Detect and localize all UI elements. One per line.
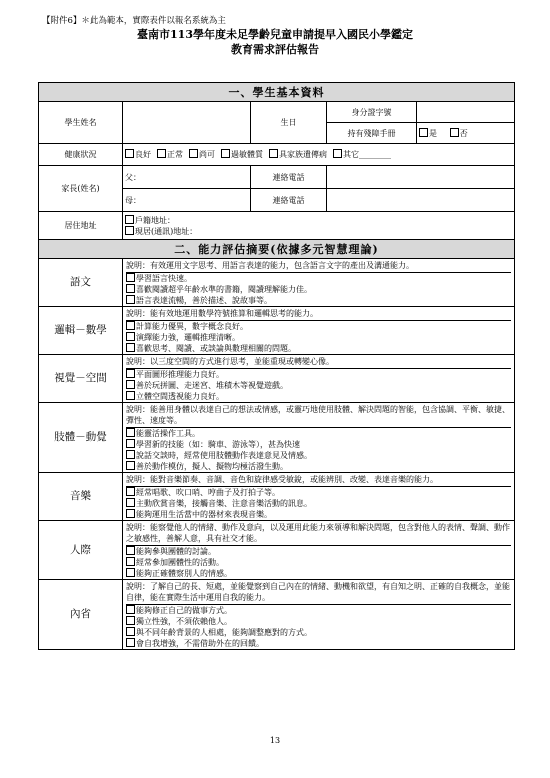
domain-row [39,580,515,650]
domain-checklist-item[interactable] [126,627,511,638]
household-address-checkbox[interactable] [125,215,134,224]
mother-name-field[interactable] [123,189,251,212]
document-title: 臺南市113學年度未足學齡兒童申請提早入國民小學鑑定 [137,28,413,41]
domain-content [123,307,515,355]
student-name-field[interactable] [123,102,251,144]
health-option-label: 具家族遺傳病 [279,150,327,159]
domain-content [123,403,515,473]
domain-row [39,521,515,580]
current-address-checkbox[interactable] [125,226,134,235]
item-label: 語言表達流暢，善於描述、說故事等。 [136,296,272,305]
item-checkbox[interactable] [126,343,135,352]
item-checkbox[interactable] [126,627,135,636]
item-checkbox[interactable] [126,439,135,448]
health-option[interactable] [157,149,183,160]
domain-name: 視覺－空間 [39,355,123,403]
health-option[interactable] [221,149,263,160]
item-checkbox[interactable] [126,391,135,400]
disability-card-options [417,123,515,144]
domain-name: 音樂 [39,473,123,521]
item-label: 能夠正確體察別人的情感。 [136,569,232,578]
item-checkbox[interactable] [126,498,135,507]
domain-name: 肢體－動覺 [39,403,123,473]
health-option[interactable] [189,149,215,160]
document-subtitle: 教育需求評估報告 [231,43,319,56]
domain-name: 內省 [39,580,123,650]
domain-checklist-item[interactable] [126,568,511,579]
domain-checklist-item[interactable] [126,439,511,450]
health-option-checkbox[interactable] [189,149,198,158]
id-number-label: 身分證字號 [327,102,417,123]
item-checkbox[interactable] [126,273,135,282]
domain-description: 說明：有效運用文字思考、用語言表達的能力，包含語言文字的產出及溝通能力。 [126,259,511,273]
guardian-label: 家長(姓名) [39,166,123,212]
disability-yes-checkbox[interactable] [419,128,428,137]
health-option-checkbox[interactable] [125,149,134,158]
attachment-note: 【附件6】＊此為範本，實際表件以報名系統為主 [42,16,226,26]
item-checkbox[interactable] [126,546,135,555]
item-checkbox[interactable] [126,295,135,304]
health-label: 健康狀況 [39,144,123,166]
disability-card-label: 持有殘障手冊 [327,123,417,144]
domain-checklist-item[interactable] [126,380,511,391]
item-label: 與不同年齡背景的人相處，能夠調整應對的方式。 [136,628,312,637]
item-label: 能夠運用生活當中的器材來表現音樂。 [136,510,272,519]
household-address-label: 戶籍地址： [135,215,175,225]
health-option-label: 良好 [135,150,151,159]
section-title-ability-assessment: 二、能力評估摘要(依據多元智慧理論) [39,240,515,259]
item-label: 計算能力優異，數字概念良好。 [136,322,248,331]
item-checkbox[interactable] [126,284,135,293]
health-option-checkbox[interactable] [333,149,342,158]
domain-content [123,355,515,403]
item-checkbox[interactable] [126,461,135,470]
item-label: 能靈活操作工具。 [136,429,200,438]
birthday-label: 生日 [251,102,327,144]
current-address-label: 現居(通訊)地址： [135,226,198,236]
domain-description: 說明：能對音樂節奏、音調、音色和旋律感受敏銳，或能辨別、改變、表達音樂的能力。 [126,473,511,487]
domain-row [39,307,515,355]
item-label: 主動欣賞音樂，接觸音樂、注意音樂活動的訊息。 [136,499,312,508]
item-checkbox[interactable] [126,428,135,437]
domain-name: 人際 [39,521,123,580]
health-option[interactable] [333,149,391,160]
mother-phone-label: 連絡電話 [251,189,327,212]
item-label: 能夠修正自己的做事方式。 [136,606,232,615]
item-label: 會自我增強，不需借助外在的回饋。 [136,639,264,648]
domain-description: 說明：了解自己的長、短處，並能覺察到自己內在的情緒、動機和欲望，有自知之明、正確的自我概念，並能自律，能在實際生活中運用自我的能力。 [126,580,511,605]
assessment-form [38,82,515,650]
item-checkbox[interactable] [126,638,135,647]
mother-label: 母： [125,195,141,205]
domain-description: 說明：能有效地運用數學符號推算和邏輯思考的能力。 [126,307,511,321]
item-checkbox[interactable] [126,487,135,496]
domain-content [123,580,515,650]
item-label: 立體空間透視能力良好。 [136,392,224,401]
domain-content [123,521,515,580]
domain-checklist-item[interactable] [126,605,511,616]
domain-row [39,473,515,521]
item-label: 喜歡思考、閱讀、或談論與數理相關的問題。 [136,344,296,353]
disability-no-checkbox[interactable] [450,128,459,137]
domain-content [123,473,515,521]
item-label: 獨立性強，不須依賴他人。 [136,617,232,626]
item-checkbox[interactable] [126,568,135,577]
domain-checklist-item[interactable] [126,284,511,295]
domain-checklist-item[interactable] [126,557,511,568]
item-checkbox[interactable] [126,450,135,459]
item-checkbox[interactable] [126,605,135,614]
health-option-label: 過敏體質 [231,150,263,159]
item-checkbox[interactable] [126,321,135,330]
item-checkbox[interactable] [126,369,135,378]
item-label: 平面圖形推理能力良好。 [136,370,224,379]
father-phone-field[interactable] [327,166,515,189]
id-number-field[interactable] [417,102,515,123]
health-option-label: 其它________ [343,150,391,159]
item-label: 經常唱歌、吹口哨、哼曲子及打拍子等。 [136,488,280,497]
domain-description: 說明：以三度空間的方式進行思考，並能重現或轉變心像。 [126,355,511,369]
item-label: 演繹能力強，邏輯推理清晰。 [136,333,240,342]
domain-description: 說明：能善用身體以表達自己的想法或情感，或靈巧地使用肢體、解決問題的智能，包含協調、平衡、敏捷、彈性、速度等。 [126,403,511,428]
item-label: 善於玩拼圖、走迷宮、堆積木等視覺遊戲。 [136,381,288,390]
health-option-checkbox[interactable] [269,149,278,158]
domain-checklist-item[interactable] [126,616,511,627]
item-label: 喜歡閱讀超乎年齡水準的書籍，閱讀理解能力佳。 [136,285,312,294]
address-options [123,212,515,240]
father-phone-label: 連絡電話 [251,166,327,189]
domain-checklist-item[interactable] [126,509,511,520]
item-label: 學習語言快速。 [136,274,192,283]
health-option[interactable] [125,149,151,160]
page-number: 13 [269,736,281,745]
domain-description: 說明：能察覺他人的情緒、動作及意向，以及運用此能力來領導和解決問題，包含對他人的表情、聲調、動作之敏感性，善解人意，具有社交才能。 [126,521,511,546]
domain-checklist-item[interactable] [126,461,511,472]
father-name-field[interactable] [123,166,251,189]
domain-row [39,259,515,307]
domain-checklist-item[interactable] [126,369,511,380]
item-label: 學習新的技能（如：騎車、游泳等），甚為快速 [136,440,300,449]
domain-checklist-item[interactable] [126,428,511,439]
domain-checklist-item[interactable] [126,487,511,498]
domain-content [123,259,515,307]
domain-checklist-item[interactable] [126,450,511,461]
health-option[interactable] [269,149,327,160]
domain-row [39,355,515,403]
student-name-label: 學生姓名 [39,102,123,144]
domain-checklist-item[interactable] [126,273,511,284]
health-option-checkbox[interactable] [221,149,230,158]
domain-checklist-item[interactable] [126,343,511,354]
domain-checklist-item[interactable] [126,498,511,509]
domain-checklist-item[interactable] [126,321,511,332]
domain-name: 邏輯－數學 [39,307,123,355]
health-options [123,144,515,166]
item-label: 經常參加團體性的活動。 [136,558,224,567]
address-label: 居住地址 [39,212,123,240]
item-label: 說話交談時，經常使用肢體動作表達意見及情感。 [136,451,312,460]
domain-checklist-item[interactable] [126,546,511,557]
section-title-basic-info: 一、學生基本資料 [39,83,515,102]
health-option-label: 尚可 [199,150,215,159]
item-label: 能夠參與團體的討論。 [136,547,216,556]
item-checkbox[interactable] [126,380,135,389]
health-option-checkbox[interactable] [157,149,166,158]
father-label: 父： [125,172,141,182]
item-checkbox[interactable] [126,616,135,625]
item-checkbox[interactable] [126,557,135,566]
domain-checklist-item[interactable] [126,391,511,402]
domain-row [39,403,515,473]
item-label: 善於動作模仿，擬人、擬物均極活潑生動。 [136,462,288,471]
domain-name: 語文 [39,259,123,307]
mother-phone-field[interactable] [327,189,515,212]
domain-checklist-item[interactable] [126,638,511,649]
domain-checklist-item[interactable] [126,295,511,306]
health-option-label: 正常 [167,150,183,159]
disability-no-label: 否 [459,128,468,138]
item-checkbox[interactable] [126,509,135,518]
domain-checklist-item[interactable] [126,332,511,343]
item-checkbox[interactable] [126,332,135,341]
disability-yes-label: 是 [429,128,437,138]
